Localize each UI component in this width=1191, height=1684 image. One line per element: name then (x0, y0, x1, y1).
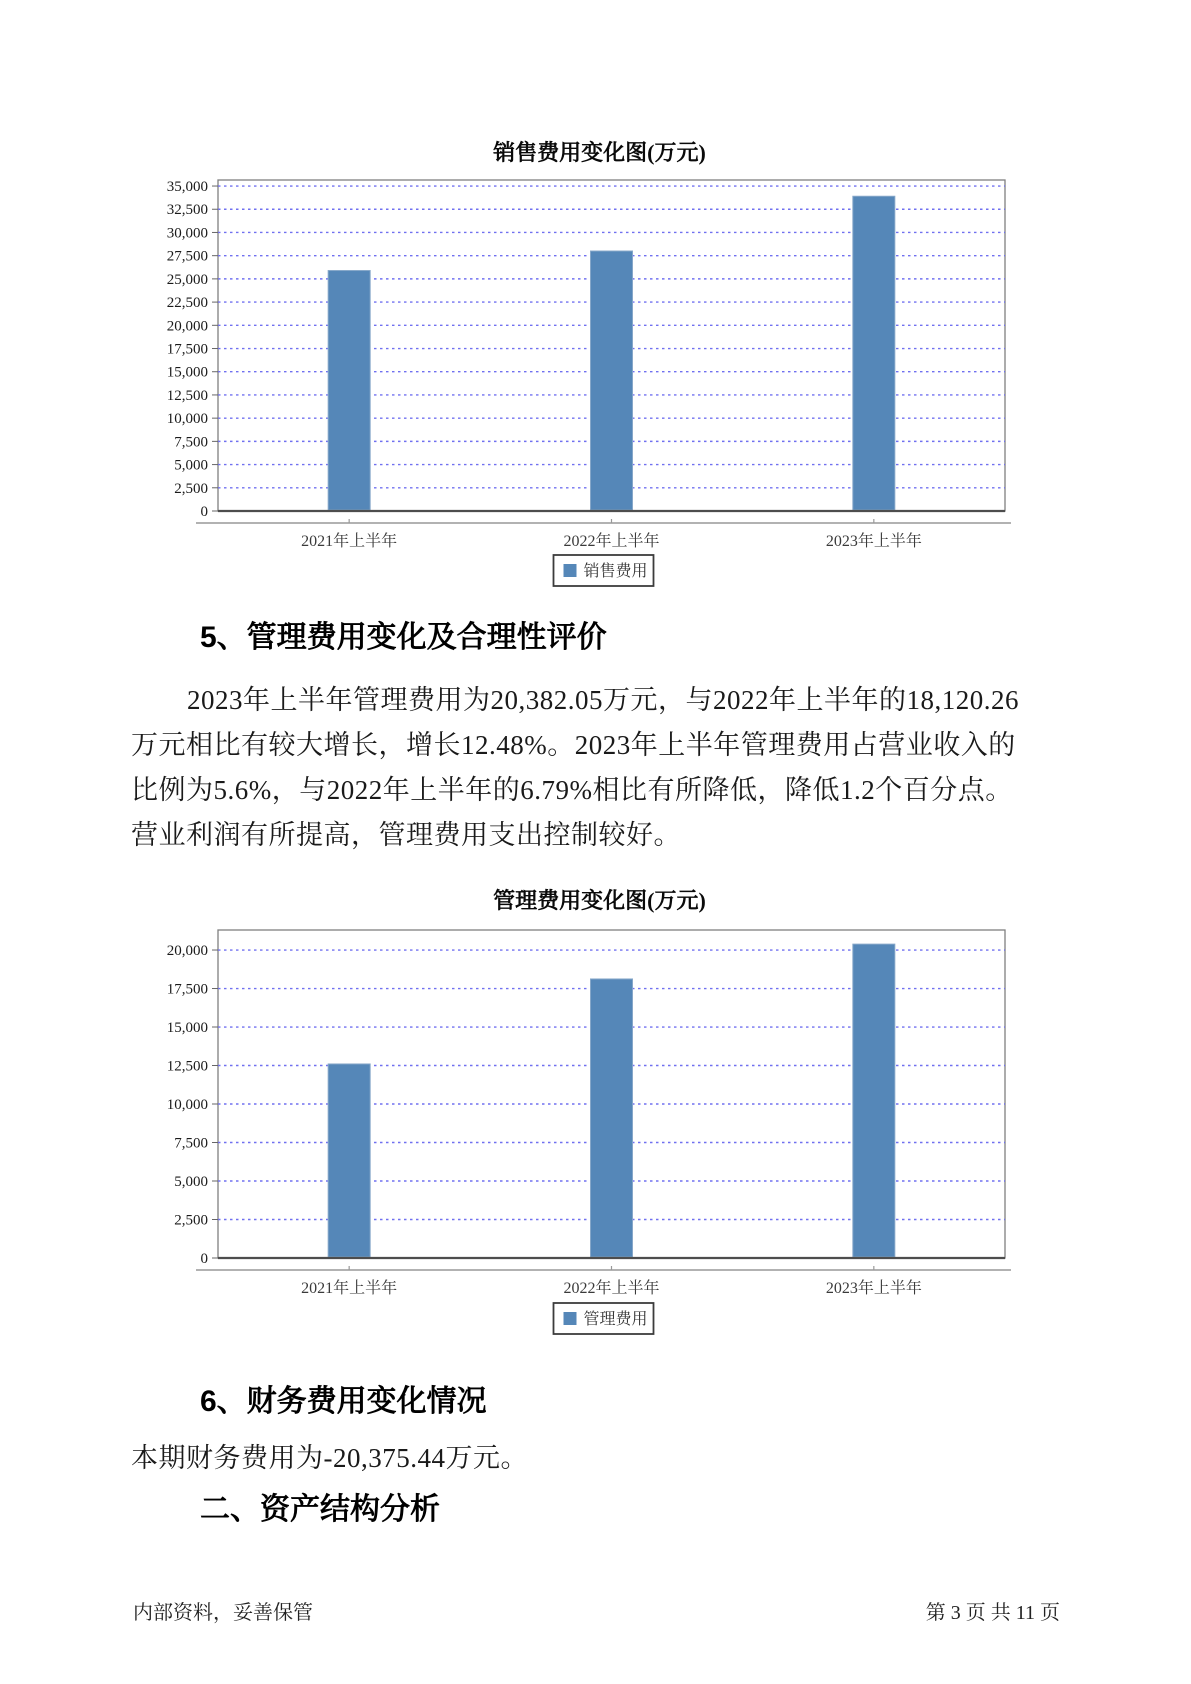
x-axis-label: 2023年上半年 (825, 1280, 922, 1297)
y-axis-label: 17,500 (166, 341, 208, 358)
bar (591, 979, 633, 1257)
y-axis-label: 10,000 (166, 411, 208, 428)
x-axis-label: 2023年上半年 (825, 533, 922, 550)
bar (328, 1064, 370, 1257)
x-axis-label: 2022年上半年 (563, 1280, 660, 1297)
y-axis-label: 20,000 (166, 943, 208, 960)
footer-confidential-note: 内部资料，妥善保管 (133, 1602, 313, 1624)
x-axis-label: 2021年上半年 (301, 1280, 398, 1297)
y-axis-label: 7,500 (174, 434, 208, 451)
y-axis-label: 15,000 (166, 364, 208, 381)
chart-group (167, 888, 1011, 1334)
paragraph-line-1: 2023年上半年管理费用为20,382.05万元，与2022年上半年的18,120.26 (187, 685, 1019, 715)
x-axis-label: 2022年上半年 (563, 533, 660, 550)
bar (853, 196, 895, 510)
footer-page-number: 第 3 页 共 11 页 (925, 1602, 1060, 1624)
y-axis-label: 17,500 (166, 981, 208, 998)
y-axis-label: 0 (200, 1251, 208, 1267)
sales-expense-chart (0, 110, 1191, 592)
y-axis-label: 5,000 (174, 457, 208, 474)
y-axis-label: 2,500 (174, 1212, 208, 1229)
management-expense-chart (0, 860, 1191, 1350)
y-axis-label: 25,000 (166, 271, 208, 288)
y-axis-label: 15,000 (166, 1020, 208, 1037)
bar (591, 251, 633, 510)
y-axis-label: 2,500 (174, 480, 208, 497)
paragraph-line-4: 营业利润有所提高，管理费用支出控制较好。 (131, 820, 681, 850)
sales-expense-chart-svg (0, 110, 1191, 592)
y-axis-label: 27,500 (166, 248, 208, 265)
management-expense-chart-svg (0, 860, 1191, 1350)
y-axis-label: 22,500 (166, 295, 208, 312)
paragraph-line-3: 比例为5.6%，与2022年上半年的6.79%相比有所降低，降低1.2个百分点。 (131, 775, 1013, 805)
section-6-text: 本期财务费用为-20,375.44万元。 (131, 1443, 528, 1473)
legend-label: 销售费用 (583, 563, 648, 580)
y-axis-label: 20,000 (166, 318, 208, 335)
chart-title: 管理费用变化图(万元) (493, 888, 706, 913)
y-axis-label: 35,000 (166, 179, 208, 196)
legend-label: 管理费用 (583, 1311, 648, 1328)
legend-swatch (564, 564, 577, 577)
section-2-heading: 二、资产结构分析 (200, 1493, 440, 1526)
y-axis-label: 0 (200, 504, 208, 520)
x-axis-label: 2021年上半年 (301, 533, 398, 550)
section-5-paragraph (131, 678, 1063, 858)
y-axis-label: 32,500 (166, 202, 208, 219)
bar (328, 271, 370, 510)
paragraph-line-2: 万元相比有较大增长，增长12.48%。2023年上半年管理费用占营业收入的 (131, 730, 1016, 760)
chart-title: 销售费用变化图(万元) (493, 140, 706, 165)
y-axis-label: 12,500 (166, 1058, 208, 1075)
section-5-heading: 5、管理费用变化及合理性评价 (200, 621, 607, 654)
y-axis-label: 12,500 (166, 387, 208, 404)
y-axis-label: 7,500 (174, 1135, 208, 1152)
y-axis-label: 5,000 (174, 1174, 208, 1191)
section-6-heading: 6、财务费用变化情况 (200, 1385, 487, 1418)
bar (853, 944, 895, 1257)
y-axis-label: 10,000 (166, 1097, 208, 1114)
chart-group (167, 140, 1011, 586)
y-axis-label: 30,000 (166, 225, 208, 242)
legend-swatch (564, 1312, 577, 1325)
